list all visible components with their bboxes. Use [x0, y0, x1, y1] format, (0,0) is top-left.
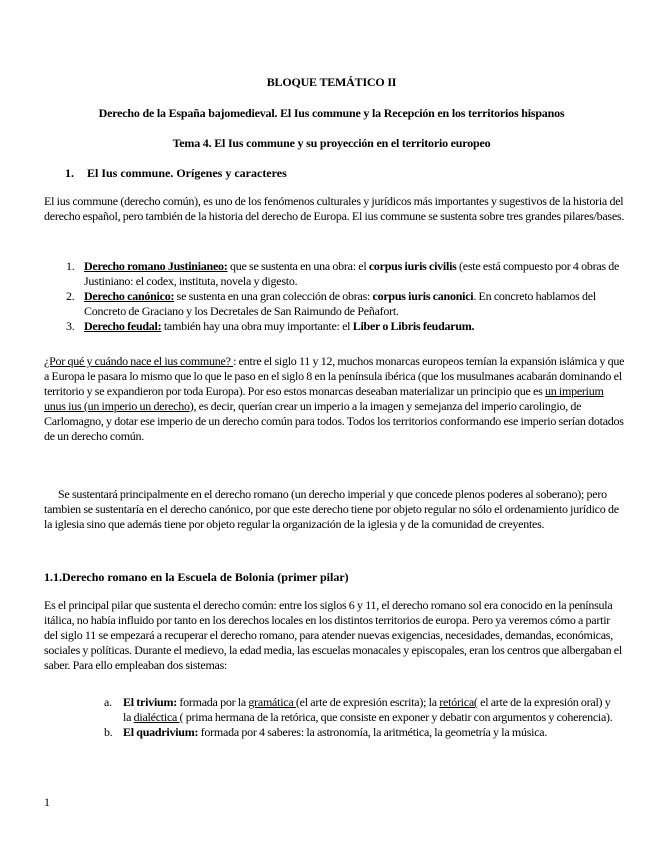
system-text: (el arte de expresión escrita); la — [295, 695, 440, 709]
pillar-text: que se sustenta en una obra: el — [227, 259, 369, 273]
system-text: ( prima hermana de la retórica, que consiste en exponer y debatir con argumentos y coherencia). — [179, 710, 613, 724]
list-item — [66, 259, 625, 289]
pillar-work: Liber o Libris feudarum. — [352, 319, 475, 333]
sustain-paragraph: Se sustentará principalmente en el derecho romano (un derecho imperial y que concede plenos poderes al soberano); pero tambien se sustentaría en el derecho canónico, por que este derecho tiene por objeto regular no sólo el ordenamiento jurídico de la iglesia sino que además tiene por objeto regular la organización de la iglesia y de la comunidad de creyentes. — [44, 487, 619, 531]
page-number: 1 — [44, 795, 50, 809]
pillar-text: también hay una obra muy importante: el — [161, 319, 353, 333]
list-item — [104, 695, 615, 725]
section-title: El Ius commune. Orígenes y caracteres — [87, 166, 287, 180]
section-heading-1-1: 1.1.Derecho romano en la Escuela de Bolonia (primer pilar) — [44, 570, 349, 584]
list-marker: a. — [104, 695, 112, 709]
term-dialectic: dialéctica — [133, 710, 180, 724]
list-item — [66, 289, 625, 319]
list-marker: b. — [104, 725, 113, 739]
list-item — [66, 319, 625, 334]
system-text: formada por 4 saberes: la astronomía, la aritmética, la geometría y la música. — [198, 725, 548, 739]
pillar-text: (este está compuesto por 4 obras de Justiniano: el codex, instituta, novela y digesto. — [84, 259, 620, 288]
pillar-text: . En concreto hablamos del Concreto de Graciano y los Decretales de San Raimundo de Peñafort. — [84, 289, 596, 318]
topic-title: Tema 4. El Ius commune y su proyección en el territorio europeo — [172, 136, 491, 150]
why-paragraph — [44, 354, 625, 444]
why-principle: un imperium unus ius (un imperio un derecho), — [44, 384, 604, 413]
document-subtitle: Derecho de la España bajomedieval. El Ius commune y la Recepción en los territorios hispanos — [98, 106, 565, 120]
intro-paragraph: El ius commune (derecho común), es uno de los fenómenos culturales y jurídicos más importantes y sugestivos de la historia del derecho español, pero también de la historia del derecho de Europa. El ius commune se sustenta sobre tres grandes pilares/bases. — [44, 194, 625, 223]
systems-list — [104, 695, 615, 740]
system-label: El trivium: — [123, 695, 177, 709]
term-rhetoric: retórica( — [439, 695, 478, 709]
why-text: es decir, querían crear un imperio a la imagen y semejanza del imperio carolingio, de Carlomagno, y dotar ese imperio de un derecho común para todos. Todos los territorios conformando ese imperio serían dotados de un derecho común. — [44, 399, 624, 443]
why-text: : entre el siglo 11 y 12, muchos monarcas europeos temían la expansión islámica y que a Europa le pasara lo mismo que lo que le paso en el siglo 8 en la península ibérica (que los musulmanes acabarán dominando el territorio y se expandieron por toda Europa). Por eso estos monarcas deseaban materializar un principio que es — [44, 354, 625, 398]
section-number: 1. — [65, 166, 74, 180]
list-marker: 2. — [66, 289, 75, 303]
section-heading-1 — [65, 166, 287, 181]
pillar-work: corpus iuris canonici — [372, 289, 474, 303]
system-text: formada por la — [176, 695, 249, 709]
pillars-list — [66, 259, 625, 334]
block-title: BLOQUE TEMÁTICO II — [266, 75, 397, 89]
term-grammar: gramática — [248, 695, 296, 709]
pillar-label: Derecho romano Justinianeo: — [84, 259, 228, 273]
pillar-work: corpus iuris civilis — [368, 259, 457, 273]
list-item — [104, 725, 615, 740]
pillar-text: se sustenta en una gran colección de obras: — [174, 289, 373, 303]
why-question: ¿Por qué y cuándo nace el ius commune? — [44, 354, 234, 368]
system-text: el arte de la expresión oral) y la — [123, 695, 611, 724]
list-marker: 3. — [66, 319, 75, 333]
pillar-label: Derecho feudal: — [84, 319, 162, 333]
system-label: El quadrivium: — [123, 725, 199, 739]
list-marker: 1. — [66, 259, 75, 273]
pillar-label: Derecho canónico: — [84, 289, 175, 303]
bologna-paragraph: Es el principal pilar que sustenta el derecho común: entre los siglos 6 y 11, el derecho romano sol era conocido en la península itálica, no había influido por tanto en los derechos locales en los distintos territorios de europa. Pero ya veremos cómo a partir del siglo 11 se empezará a recuperar el derecho romano, para atender nuevas exigencias, necesidades, demandas, económicas, sociales y políticas. Durante el medievo, la edad media, las escuelas monacales y episcopales, eran los centros que albergaban el saber. Para ello empleaban dos sistemas: — [44, 598, 622, 672]
